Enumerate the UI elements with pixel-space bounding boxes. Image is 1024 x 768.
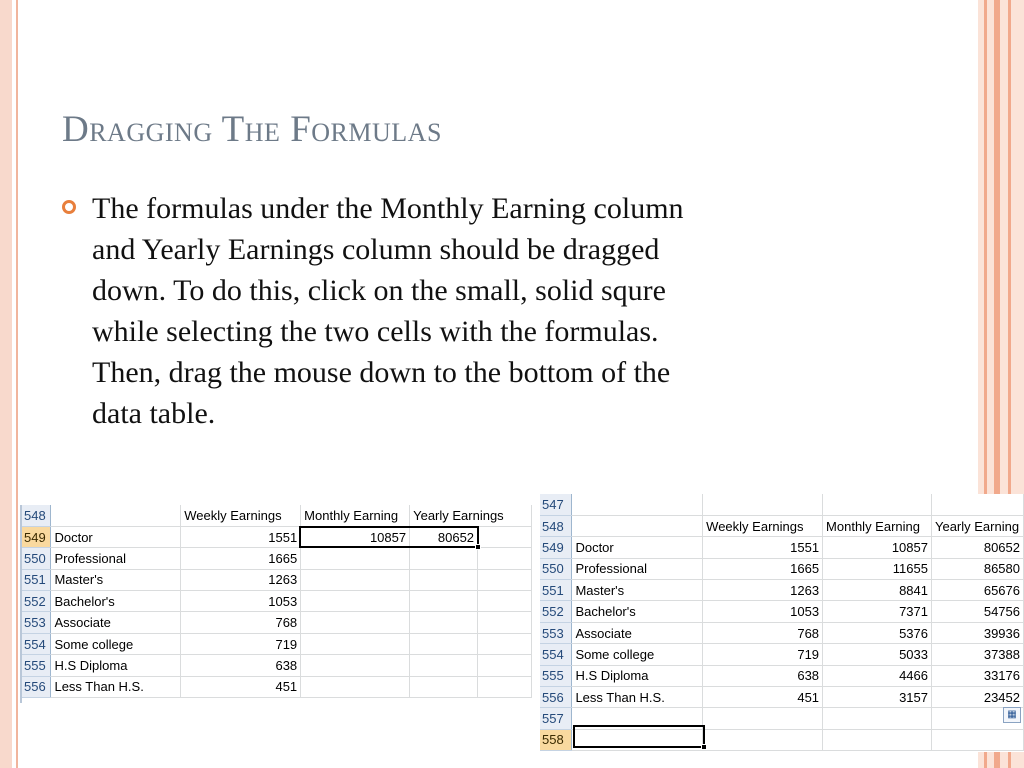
yearly-cell[interactable]: 37388 [931, 644, 1023, 665]
yearly-cell[interactable] [410, 633, 478, 654]
label-cell[interactable]: Some college [572, 644, 703, 665]
label-cell[interactable]: Master's [51, 569, 181, 590]
label-cell[interactable]: H.S Diploma [51, 655, 181, 676]
weekly-cell[interactable]: 768 [703, 622, 823, 643]
monthly-cell[interactable]: 5033 [823, 644, 932, 665]
weekly-cell[interactable]: 768 [181, 612, 301, 633]
monthly-cell[interactable] [301, 548, 410, 569]
bullet-circle-icon [62, 200, 76, 214]
row-number[interactable]: 551 [22, 569, 51, 590]
weekly-cell[interactable]: 1665 [181, 548, 301, 569]
slide-title: Dragging The Formulas [62, 109, 442, 150]
row-number[interactable]: 552 [540, 601, 572, 622]
monthly-cell[interactable] [301, 633, 410, 654]
weekly-cell[interactable]: 1551 [703, 537, 823, 558]
monthly-cell[interactable]: 7371 [823, 601, 932, 622]
cell[interactable] [703, 708, 823, 729]
cell[interactable] [572, 708, 703, 729]
fill-handle[interactable] [475, 544, 481, 550]
label-cell[interactable]: Less Than H.S. [572, 687, 703, 708]
yearly-cell[interactable] [410, 655, 478, 676]
table-row [540, 622, 1024, 643]
weekly-cell[interactable]: 638 [703, 665, 823, 686]
row-number[interactable]: 549 [22, 526, 51, 547]
monthly-cell[interactable]: 3157 [823, 687, 932, 708]
cell[interactable] [572, 494, 703, 515]
fill-handle[interactable] [701, 744, 707, 750]
column-header-monthly[interactable]: Monthly Earning [301, 505, 410, 526]
yearly-cell[interactable]: 33176 [931, 665, 1023, 686]
yearly-cell[interactable]: 54756 [931, 601, 1023, 622]
bullet-text: The formulas under the Monthly Earning column and Yearly Earnings column should be dragged down. To do this, click on the small, solid squre while selecting the two cells with the formulas. Then, drag the mouse down to the bottom of the data table. [92, 192, 684, 430]
yearly-cell[interactable]: 39936 [931, 622, 1023, 643]
row-number[interactable]: 552 [22, 591, 51, 612]
row-number[interactable]: 558 [540, 729, 572, 750]
cell[interactable] [572, 729, 703, 750]
yearly-cell[interactable] [410, 569, 478, 590]
weekly-cell[interactable]: 1053 [703, 601, 823, 622]
row-number[interactable]: 556 [22, 676, 51, 697]
label-cell[interactable]: Less Than H.S. [51, 676, 181, 697]
yearly-cell[interactable]: 86580 [931, 558, 1023, 579]
table-row [540, 729, 1024, 750]
monthly-cell[interactable] [301, 676, 410, 697]
table-header-row [22, 505, 532, 526]
table-row [540, 494, 1024, 515]
sheet-grid [22, 505, 532, 698]
weekly-cell[interactable]: 451 [703, 687, 823, 708]
row-number[interactable]: 553 [22, 612, 51, 633]
row-number[interactable]: 548 [540, 515, 572, 536]
row-number[interactable]: 554 [540, 644, 572, 665]
column-header-weekly[interactable]: Weekly Earnings [181, 505, 301, 526]
cell[interactable] [478, 591, 532, 612]
monthly-cell[interactable] [301, 655, 410, 676]
weekly-cell[interactable]: 451 [181, 676, 301, 697]
cell[interactable] [478, 612, 532, 633]
cell[interactable] [478, 676, 532, 697]
label-cell[interactable]: Professional [572, 558, 703, 579]
bullet-item [62, 188, 912, 434]
weekly-cell[interactable]: 1263 [703, 580, 823, 601]
label-cell[interactable]: Master's [572, 580, 703, 601]
yearly-cell[interactable] [410, 548, 478, 569]
weekly-cell[interactable]: 719 [181, 633, 301, 654]
table-row [22, 676, 532, 697]
spreadsheet-before [20, 505, 532, 703]
table-row [540, 687, 1024, 708]
monthly-cell[interactable]: 10857 [301, 526, 410, 547]
column-header-yearly[interactable]: Yearly Earnings [410, 505, 532, 526]
weekly-cell[interactable]: 638 [181, 655, 301, 676]
row-number[interactable]: 556 [540, 687, 572, 708]
cell[interactable] [703, 729, 823, 750]
weekly-cell[interactable]: 1665 [703, 558, 823, 579]
monthly-cell[interactable]: 10857 [823, 537, 932, 558]
monthly-cell[interactable]: 11655 [823, 558, 932, 579]
weekly-cell[interactable]: 1053 [181, 591, 301, 612]
label-cell[interactable]: Associate [51, 612, 181, 633]
table-row [540, 644, 1024, 665]
label-cell[interactable]: Associate [572, 622, 703, 643]
monthly-cell[interactable]: 8841 [823, 580, 932, 601]
label-cell[interactable]: Doctor [572, 537, 703, 558]
spreadsheet-after [540, 494, 1024, 752]
row-number[interactable]: 555 [540, 665, 572, 686]
yearly-cell[interactable] [410, 591, 478, 612]
weekly-cell[interactable]: 1263 [181, 569, 301, 590]
cell[interactable] [703, 494, 823, 515]
monthly-cell[interactable] [301, 569, 410, 590]
row-number[interactable]: 549 [540, 537, 572, 558]
row-number[interactable]: 550 [22, 548, 51, 569]
column-header-monthly[interactable]: Monthly Earning [823, 515, 932, 536]
row-number[interactable]: 550 [540, 558, 572, 579]
cell[interactable] [478, 655, 532, 676]
yearly-cell[interactable] [410, 612, 478, 633]
label-cell[interactable]: Some college [51, 633, 181, 654]
monthly-cell[interactable]: 4466 [823, 665, 932, 686]
cell[interactable] [823, 729, 932, 750]
table-row [540, 601, 1024, 622]
label-cell[interactable]: Professional [51, 548, 181, 569]
table-row [540, 708, 1024, 729]
slide-frame-left-line [16, 0, 18, 768]
cell[interactable] [823, 494, 932, 515]
yearly-cell[interactable]: 65676 [931, 580, 1023, 601]
table-row [540, 580, 1024, 601]
table-header-row [540, 515, 1024, 536]
yearly-cell[interactable]: 23452 [931, 687, 1023, 708]
row-number[interactable]: 553 [540, 622, 572, 643]
yearly-cell[interactable]: 80652 [931, 537, 1023, 558]
column-header-yearly[interactable]: Yearly Earning [931, 515, 1023, 536]
row-number[interactable]: 548 [22, 505, 51, 526]
monthly-cell[interactable]: 5376 [823, 622, 932, 643]
cell[interactable] [478, 548, 532, 569]
autofill-options-icon[interactable]: ▦ [1003, 707, 1021, 723]
table-row [540, 537, 1024, 558]
table-row [540, 665, 1024, 686]
label-cell[interactable]: Doctor [51, 526, 181, 547]
row-number[interactable]: 555 [22, 655, 51, 676]
table-row [22, 655, 532, 676]
row-number[interactable]: 547 [540, 494, 572, 515]
row-number[interactable]: 554 [22, 633, 51, 654]
cell[interactable] [478, 569, 532, 590]
table-row [22, 591, 532, 612]
cell[interactable] [572, 515, 703, 536]
table-row [22, 612, 532, 633]
row-number[interactable]: 551 [540, 580, 572, 601]
table-row [22, 633, 532, 654]
sheet-grid [540, 494, 1024, 751]
table-row [22, 526, 532, 547]
row-number[interactable]: 557 [540, 708, 572, 729]
cell[interactable] [478, 526, 532, 547]
cell[interactable] [51, 505, 181, 526]
weekly-cell[interactable]: 719 [703, 644, 823, 665]
slide-frame-left [0, 0, 12, 768]
label-cell[interactable]: Bachelor's [572, 601, 703, 622]
monthly-cell[interactable] [301, 591, 410, 612]
table-row [540, 558, 1024, 579]
yearly-cell[interactable]: 80652 [410, 526, 478, 547]
label-cell[interactable]: H.S Diploma [572, 665, 703, 686]
monthly-cell[interactable] [301, 612, 410, 633]
weekly-cell[interactable]: 1551 [181, 526, 301, 547]
label-cell[interactable]: Bachelor's [51, 591, 181, 612]
cell[interactable] [931, 494, 1023, 515]
table-row [22, 569, 532, 590]
table-row [22, 548, 532, 569]
cell[interactable] [931, 729, 1023, 750]
column-header-weekly[interactable]: Weekly Earnings [703, 515, 823, 536]
yearly-cell[interactable] [410, 676, 478, 697]
cell[interactable] [823, 708, 932, 729]
cell[interactable] [478, 633, 532, 654]
